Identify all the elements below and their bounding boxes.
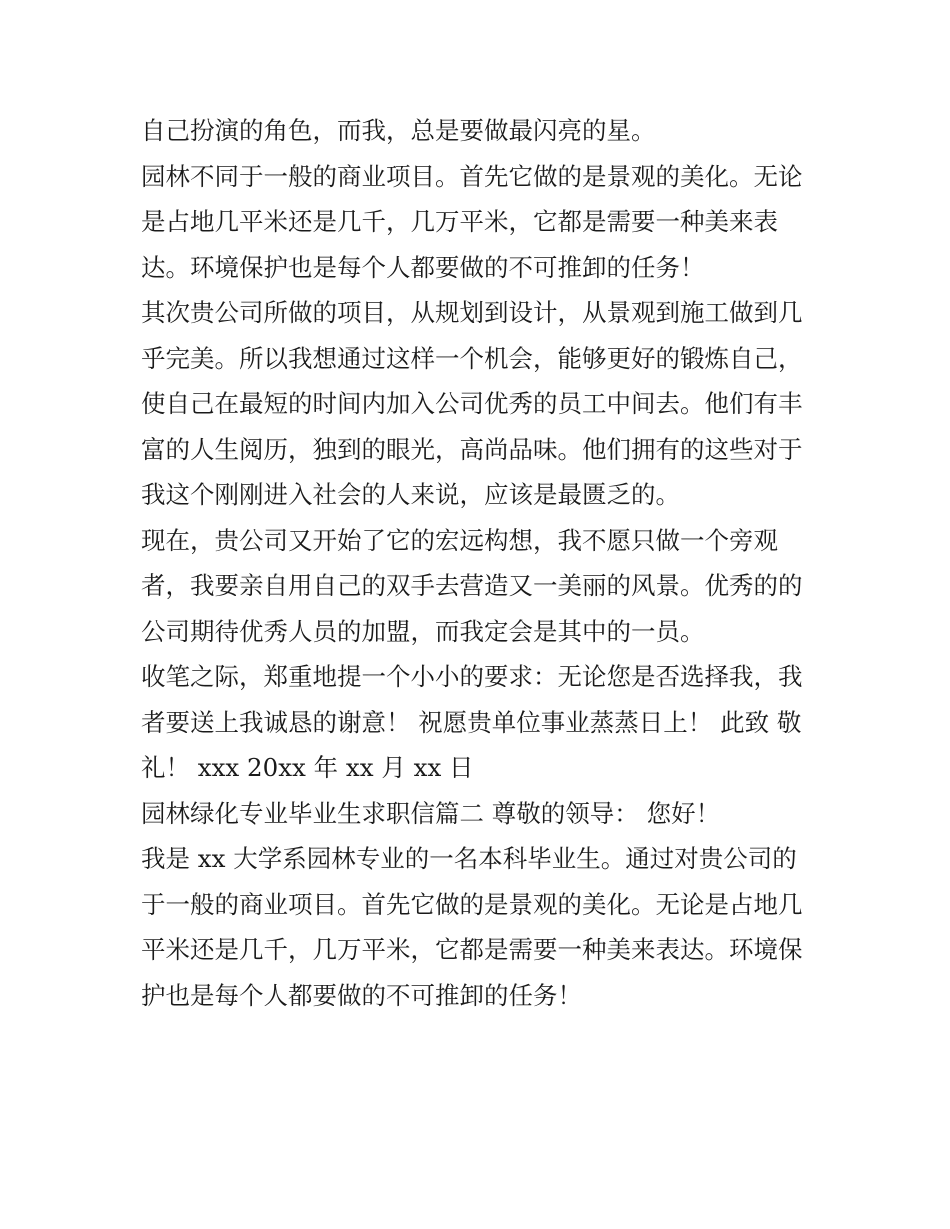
text-line: 礼！ xxx 20xx 年 xx 月 xx 日 (141, 753, 474, 782)
text-line: 于一般的商业项目。首先它做的是景观的美化。无论是占地几 (141, 889, 803, 919)
text-line: 收笔之际，郑重地提一个小小的要求：无论您是否选择我，我 (141, 662, 803, 691)
text-line: 我是 xx 大学系园林专业的一名本科毕业生。通过对贵公司的 (141, 844, 797, 873)
text-line: 其次贵公司所做的项目，从规划到设计，从景观到施工做到几 (141, 298, 803, 327)
text-line: 园林不同于一般的商业项目。首先它做的是景观的美化。无论 (141, 161, 803, 191)
text-line: 护也是每个人都要做的不可推卸的任务！ (141, 980, 582, 1010)
text-line: 我这个刚刚进入社会的人来说，应该是最匮乏的。 (141, 480, 680, 509)
text-line: 使自己在最短的时间内加入公司优秀的员工中间去。他们有丰 (141, 389, 803, 418)
text-line: 是占地几平米还是几千，几万平米，它都是需要一种美来表 (141, 207, 778, 236)
text-line: 富的人生阅历，独到的眼光，高尚品味。他们拥有的这些对于 (141, 434, 803, 464)
text-line: 达。环境保护也是每个人都要做的不可推卸的任务！ (141, 252, 705, 282)
text-line: 平米还是几千，几万平米，它都是需要一种美来表达。环境保 (141, 935, 803, 964)
text-line: 者要送上我诚恳的谢意！ 祝愿贵单位事业蒸蒸日上！ 此致 敬 (141, 707, 802, 737)
text-line: 园林绿化专业毕业生求职信篇二 尊敬的领导： 您好！ (141, 798, 721, 828)
text-line: 公司期待优秀人员的加盟，而我定会是其中的一员。 (141, 616, 705, 646)
text-line: 者，我要亲自用自己的双手去营造又一美丽的风景。优秀的的 (141, 571, 803, 600)
text-line: 乎完美。所以我想通过这样一个机会，能够更好的锻炼自己， (141, 343, 803, 373)
letter-body (141, 108, 821, 1018)
text-line: 现在，贵公司又开始了它的宏远构想，我不愿只做一个旁观 (141, 525, 778, 555)
text-line: 自己扮演的角色，而我，总是要做最闪亮的星。 (141, 116, 656, 145)
